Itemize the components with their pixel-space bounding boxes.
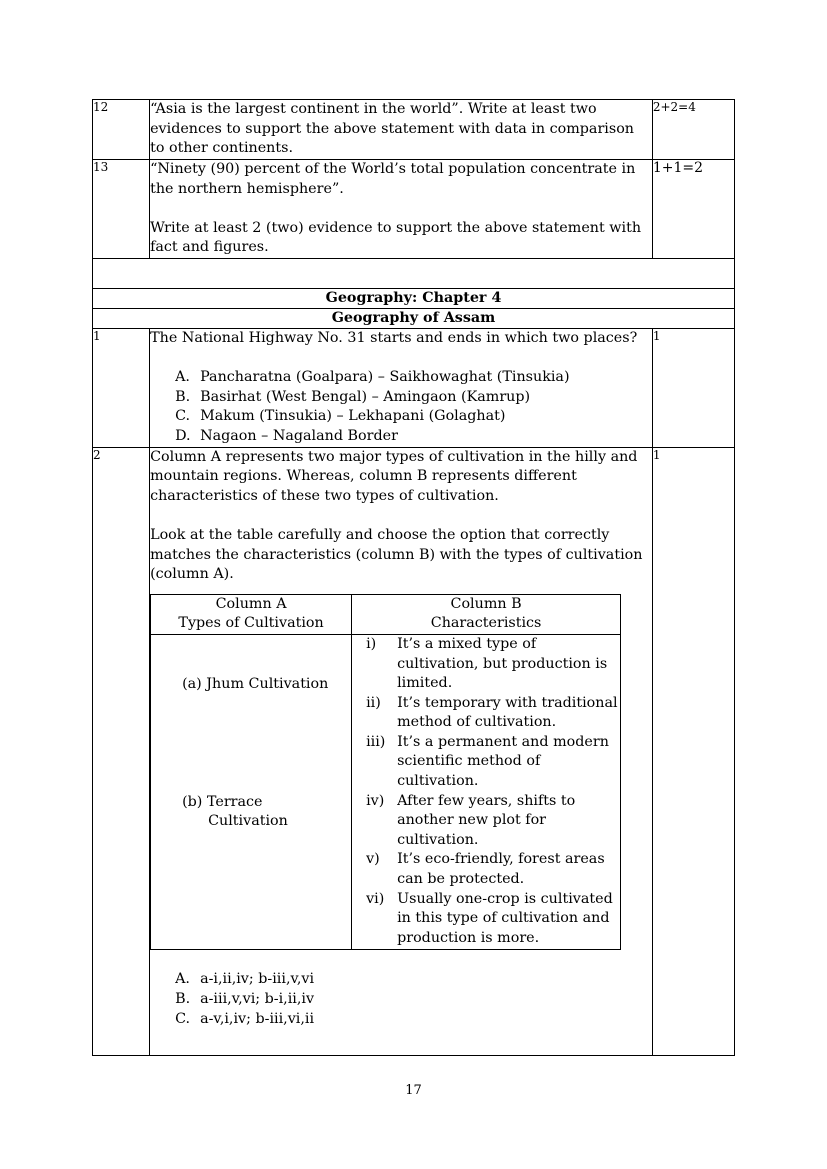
questions-table — [92, 99, 735, 1056]
page-number: 17 — [405, 1083, 422, 1098]
characteristic-item: vi) Usually one-crop is cultivated in this type of cultivation and production is more. — [366, 890, 613, 946]
question-instruction: Look at the table carefully and choose the option that correctly matches the characteristics (column B) with the types of cultivation (column A). — [150, 526, 643, 583]
characteristic-item: v) It’s eco-friendly, forest areas can be protected. — [366, 851, 605, 888]
characteristic-item: i) It’s a mixed type of cultivation, but production is limited. — [366, 635, 608, 692]
characteristic-item: iii) It’s a permanent and modern scientific method of cultivation. — [366, 733, 609, 790]
chapter-title-row — [93, 289, 735, 309]
blank-row — [93, 259, 735, 289]
cultivation-type-a: (a) Jhum Cultivation — [182, 675, 329, 692]
question-number: 12 — [93, 100, 150, 160]
question-row-12 — [93, 100, 735, 160]
chapter-subtitle: Geography of Assam — [93, 309, 735, 329]
question-text: “Asia is the largest continent in the world”. Write at least two evidences to support the above statement with data in comparison to other continents. — [150, 101, 635, 157]
question-sheet — [92, 99, 735, 1056]
option-item: C. Makum (Tinsukia) – Lekhapani (Golaghat) — [175, 408, 506, 425]
question-number: 1 — [93, 329, 150, 448]
question-marks: 1+1=2 — [652, 160, 734, 259]
column-b-header: Column B Characteristics — [352, 594, 621, 634]
question-text: The National Highway No. 31 starts and ends in which two places? — [150, 330, 638, 346]
option-item: A. a-i,ii,iv; b-iii,v,vi — [175, 971, 315, 988]
question-row-1 — [93, 329, 735, 448]
question-marks: 2+2=4 — [652, 100, 734, 160]
question-row-13 — [93, 160, 735, 259]
option-item: B. a-iii,v,vi; b-i,ii,iv — [175, 991, 315, 1007]
characteristic-item: ii) It’s temporary with traditional method of cultivation. — [366, 694, 618, 731]
chapter-title: Geography: Chapter 4 — [93, 289, 735, 309]
question-instruction: Write at least 2 (two) evidence to support the above statement with fact and figures. — [150, 219, 642, 256]
option-item: B. Basirhat (West Bengal) – Amingaon (Kamrup) — [175, 388, 531, 405]
chapter-subtitle-row — [93, 309, 735, 329]
matching-table-header — [151, 594, 621, 634]
question-text: Column A represents two major types of cultivation in the hilly and mountain regions. Whereas, column B represents different characteristics of these two types of cultivation. — [150, 448, 638, 504]
characteristic-item: iv) After few years, shifts to another new plot for cultivation. — [366, 792, 576, 848]
question-marks: 1 — [652, 447, 734, 1055]
column-a-header: Column A Types of Cultivation — [151, 594, 352, 634]
option-item: D. Nagaon – Nagaland Border — [175, 427, 398, 444]
matching-table-body — [151, 634, 621, 950]
question-row-2 — [93, 447, 735, 1055]
column-b-cell — [352, 634, 621, 950]
matching-table — [150, 594, 621, 951]
question-text: “Ninety (90) percent of the World’s total population concentrate in the northern hemisphere”. — [150, 161, 636, 197]
question-marks: 1 — [652, 329, 734, 448]
characteristics-list — [352, 635, 620, 949]
options-list — [150, 970, 652, 1029]
question-number: 2 — [93, 447, 150, 1055]
option-item: C. a-v,i,iv; b-iii,vi,ii — [175, 1010, 315, 1027]
question-number: 13 — [93, 160, 150, 259]
option-item: A. Pancharatna (Goalpara) – Saikhowaghat (Tinsukia) — [175, 369, 570, 386]
cultivation-type-b: (b) Terrace Cultivation — [182, 793, 288, 830]
column-a-cell — [151, 634, 352, 950]
options-list — [150, 368, 652, 446]
